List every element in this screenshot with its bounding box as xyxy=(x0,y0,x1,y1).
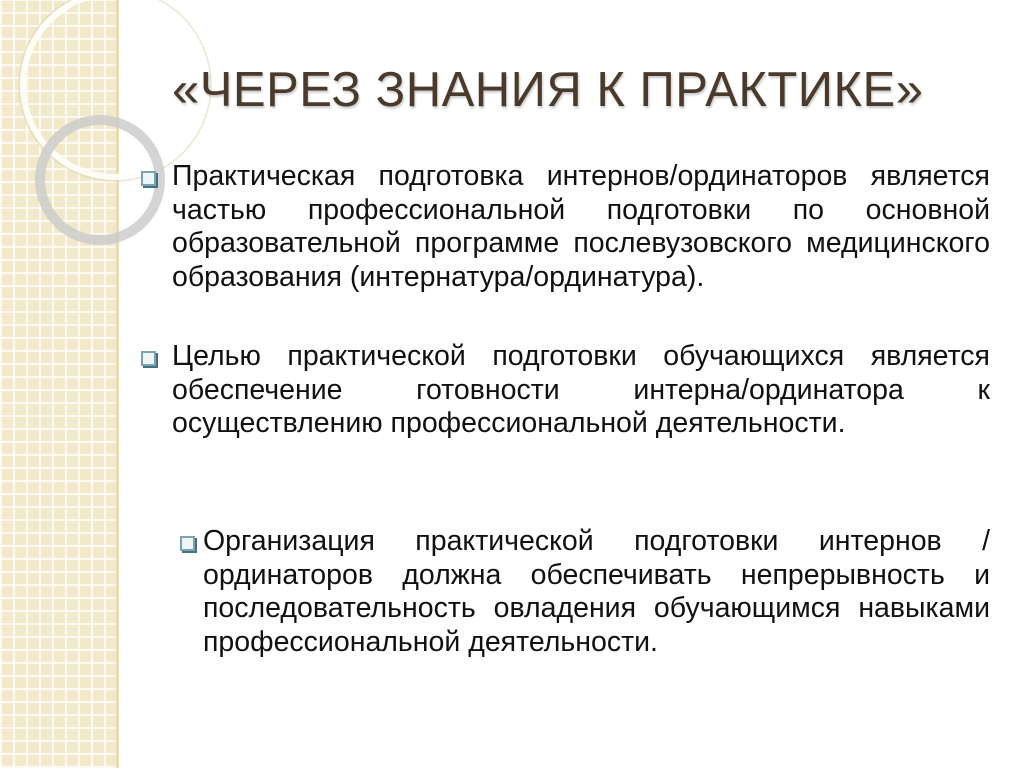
bullet-item-2 xyxy=(172,340,990,441)
bullet-item-1 xyxy=(172,160,990,294)
bullet-item-3 xyxy=(203,525,990,659)
square-bullet-icon xyxy=(141,351,156,366)
strip-edge-line xyxy=(116,0,119,768)
bullet-text-2: Целью практической подготовки обучающихся является обеспечение готовности интерна/ординатора к осуществлению профессиональной деятельности. xyxy=(172,340,990,439)
square-bullet-icon xyxy=(141,171,156,186)
decorative-grid-strip xyxy=(0,0,116,768)
slide-title: «ЧЕРЕЗ ЗНАНИЯ К ПРАКТИКЕ» xyxy=(172,63,924,117)
bullet-text-1: Практическая подготовка интернов/ординаторов является частью профессиональной подготовки по основной образовательной программе послевузовского медицинского образования (интернатура/ординатура). xyxy=(172,160,990,293)
square-bullet-icon xyxy=(180,536,195,551)
bullet-text-3: Организация практической подготовки интернов /ординаторов должна обеспечивать непрерывность и последовательность овладения обучающимся навыками профессиональной деятельности. xyxy=(203,525,990,658)
